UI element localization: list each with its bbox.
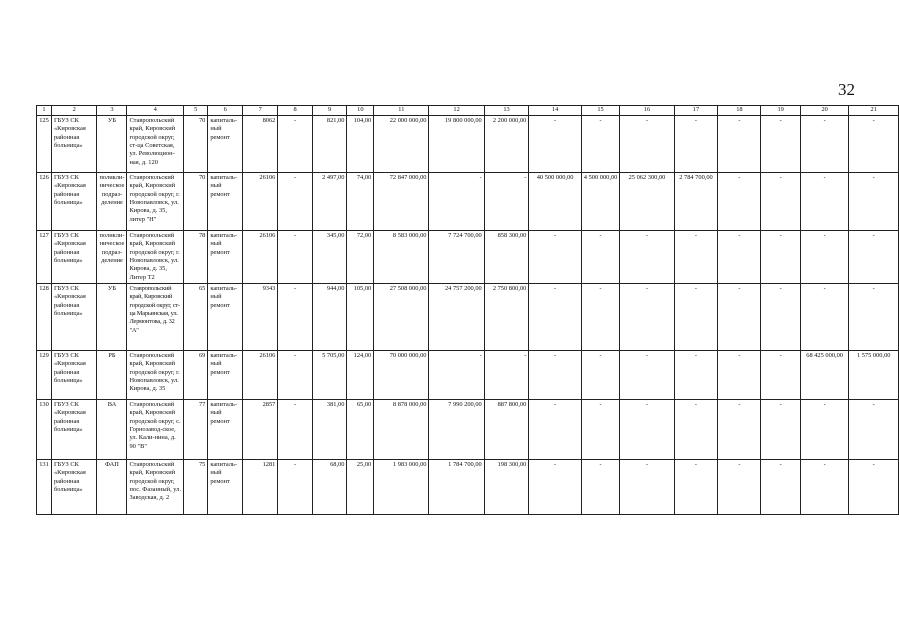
table-cell-col-7: 2857 (243, 400, 278, 460)
table-cell-col-7: 9343 (243, 284, 278, 351)
table-cell-col-20: - (800, 460, 849, 515)
table-cell-col-8: - (278, 173, 312, 231)
table-cell-col-6: капиталь-ный ремонт (208, 351, 243, 400)
table-cell-col-15: 4 500 000,00 (581, 173, 620, 231)
table-cell-col-20: 68 425 000,00 (800, 351, 849, 400)
table-cell-col-18: - (718, 173, 761, 231)
table-cell-col-9: 5 705,00 (312, 351, 347, 400)
table-cell-col-4: Ставропольский край, Кировский городской округ, ст-ца Марьинская, ул. Лермонтова, д. 32 "А" (127, 284, 184, 351)
table-cell-col-7: 1281 (243, 460, 278, 515)
table-row (37, 284, 899, 351)
table-cell-col-19: - (761, 116, 800, 173)
table-cell-col-2: ГБУЗ СК «Кировская районная больница» (51, 116, 97, 173)
table-cell-col-12: - (429, 173, 484, 231)
table-cell-col-14: - (529, 351, 581, 400)
table-cell-col-12: - (429, 351, 484, 400)
table-cell-col-10: 72,00 (347, 231, 374, 284)
table-cell-col-20: - (800, 400, 849, 460)
table-cell-col-9: 68,00 (312, 460, 347, 515)
table-cell-col-21: - (849, 116, 899, 173)
table-cell-col-3: поликли-ническое подраз-деление (97, 173, 127, 231)
table-cell-col-17: - (674, 116, 718, 173)
table-cell-col-11: 72 847 000,00 (374, 173, 429, 231)
table-cell-col-5: 65 (184, 284, 208, 351)
column-header: 14 (529, 106, 581, 116)
page-number: 32 (838, 80, 855, 99)
table-cell-col-13: 858 300,00 (484, 231, 529, 284)
table-cell-col-21: - (849, 231, 899, 284)
table-cell-col-2: ГБУЗ СК «Кировская районная больница» (51, 400, 97, 460)
table-cell-col-19: - (761, 351, 800, 400)
table-cell-col-7: 26106 (243, 173, 278, 231)
table-cell-col-2: ГБУЗ СК «Кировская районная больница» (51, 351, 97, 400)
table-cell-col-14: - (529, 400, 581, 460)
table-cell-col-5: 69 (184, 351, 208, 400)
table-cell-col-18: - (718, 116, 761, 173)
column-header: 3 (97, 106, 127, 116)
table-cell-col-4: Ставропольский край, Кировский городской округ, ст-ца Советская, ул. Революцион-ная, д. 120 (127, 116, 184, 173)
table-cell-col-4: Ставропольский край, Кировский городской округ, г. Новопавловск, ул. Кирова, д. 35, литер "Н" (127, 173, 184, 231)
table-cell-col-5: 78 (184, 231, 208, 284)
table-cell-col-9: 381,00 (312, 400, 347, 460)
table-cell-col-17: 2 784 700,00 (674, 173, 718, 231)
table-cell-col-5: 75 (184, 460, 208, 515)
table-cell-col-8: - (278, 231, 312, 284)
table-cell-col-6: капиталь-ный ремонт (208, 231, 243, 284)
table-cell-col-16: - (620, 400, 674, 460)
table-cell-col-15: - (581, 351, 620, 400)
table-cell-col-13: 887 800,00 (484, 400, 529, 460)
table-cell-col-2: ГБУЗ СК «Кировская районная больница» (51, 231, 97, 284)
column-header: 12 (429, 106, 484, 116)
column-header: 19 (761, 106, 800, 116)
column-header: 15 (581, 106, 620, 116)
table-cell-col-7: 26106 (243, 231, 278, 284)
table-cell-col-6: капиталь-ный ремонт (208, 400, 243, 460)
column-header: 8 (278, 106, 312, 116)
table-cell-col-21: - (849, 400, 899, 460)
table-cell-col-7: 8062 (243, 116, 278, 173)
table-cell-col-11: 1 983 000,00 (374, 460, 429, 515)
table-cell-col-18: - (718, 284, 761, 351)
table-row (37, 116, 899, 173)
table-cell-col-6: капиталь-ный ремонт (208, 173, 243, 231)
table-cell-col-21: - (849, 460, 899, 515)
table-cell-col-1: 131 (37, 460, 52, 515)
table-row (37, 351, 899, 400)
table-cell-col-6: капиталь-ный ремонт (208, 284, 243, 351)
table-cell-col-7: 26106 (243, 351, 278, 400)
table-cell-col-1: 130 (37, 400, 52, 460)
table-cell-col-3: УБ (97, 116, 127, 173)
table-cell-col-10: 124,00 (347, 351, 374, 400)
table-cell-col-21: - (849, 173, 899, 231)
table-cell-col-14: - (529, 116, 581, 173)
table-cell-col-8: - (278, 460, 312, 515)
table-cell-col-10: 74,00 (347, 173, 374, 231)
table-cell-col-1: 129 (37, 351, 52, 400)
table-cell-col-3: ФАП (97, 460, 127, 515)
table-cell-col-15: - (581, 116, 620, 173)
table-cell-col-11: 22 000 000,00 (374, 116, 429, 173)
column-header: 4 (127, 106, 184, 116)
table-cell-col-11: 8 878 000,00 (374, 400, 429, 460)
table-cell-col-1: 128 (37, 284, 52, 351)
column-header: 6 (208, 106, 243, 116)
table-cell-col-17: - (674, 351, 718, 400)
table-cell-col-15: - (581, 231, 620, 284)
table-cell-col-17: - (674, 284, 718, 351)
table-cell-col-20: - (800, 116, 849, 173)
column-header: 7 (243, 106, 278, 116)
table-cell-col-19: - (761, 284, 800, 351)
table-cell-col-10: 25,00 (347, 460, 374, 515)
table-cell-col-11: 8 583 000,00 (374, 231, 429, 284)
column-header: 18 (718, 106, 761, 116)
column-header: 21 (849, 106, 899, 116)
table-cell-col-19: - (761, 460, 800, 515)
table-cell-col-4: Ставропольский край, Кировский городской округ, с. Горнозавод-ское, ул. Кали-нина, д. 90 "В" (127, 400, 184, 460)
table-row (37, 173, 899, 231)
table-cell-col-19: - (761, 231, 800, 284)
table-cell-col-16: - (620, 351, 674, 400)
table-cell-col-2: ГБУЗ СК «Кировская районная больница» (51, 460, 97, 515)
table-cell-col-14: - (529, 460, 581, 515)
table-cell-col-5: 70 (184, 173, 208, 231)
table-cell-col-9: 944,00 (312, 284, 347, 351)
table-cell-col-4: Ставропольский край, Кировский городской округ, пос. Фазанный, ул. Заводская, д. 2 (127, 460, 184, 515)
table-cell-col-11: 27 508 000,00 (374, 284, 429, 351)
table-row (37, 231, 899, 284)
table-cell-col-10: 65,00 (347, 400, 374, 460)
table-cell-col-1: 126 (37, 173, 52, 231)
table-cell-col-13: - (484, 173, 529, 231)
table-cell-col-4: Ставропольский край, Кировский городской округ, г. Новопавловск, ул. Кирова, д. 35, Литер Т2 (127, 231, 184, 284)
table-cell-col-12: 24 757 200,00 (429, 284, 484, 351)
table-cell-col-14: - (529, 284, 581, 351)
table-cell-col-16: - (620, 284, 674, 351)
table-cell-col-2: ГБУЗ СК «Кировская районная больница» (51, 173, 97, 231)
table-cell-col-9: 821,00 (312, 116, 347, 173)
table-cell-col-1: 127 (37, 231, 52, 284)
table-cell-col-12: 19 800 000,00 (429, 116, 484, 173)
table-cell-col-19: - (761, 173, 800, 231)
column-header: 2 (51, 106, 97, 116)
table-cell-col-16: - (620, 460, 674, 515)
column-header: 5 (184, 106, 208, 116)
table-cell-col-3: ВА (97, 400, 127, 460)
table-cell-col-20: - (800, 173, 849, 231)
table-cell-col-13: 2 200 000,00 (484, 116, 529, 173)
table-cell-col-15: - (581, 400, 620, 460)
table-cell-col-9: 2 497,00 (312, 173, 347, 231)
table-cell-col-5: 70 (184, 116, 208, 173)
column-header: 13 (484, 106, 529, 116)
table-cell-col-13: - (484, 351, 529, 400)
column-header: 10 (347, 106, 374, 116)
data-table (36, 105, 899, 515)
column-header: 17 (674, 106, 718, 116)
table-cell-col-18: - (718, 400, 761, 460)
table-cell-col-12: 7 724 700,00 (429, 231, 484, 284)
table-cell-col-10: 104,00 (347, 116, 374, 173)
column-header: 9 (312, 106, 347, 116)
table-cell-col-13: 198 300,00 (484, 460, 529, 515)
table-cell-col-21: - (849, 284, 899, 351)
table-cell-col-15: - (581, 460, 620, 515)
table-cell-col-11: 70 000 000,00 (374, 351, 429, 400)
table-cell-col-19: - (761, 400, 800, 460)
table-cell-col-3: УБ (97, 284, 127, 351)
table-cell-col-16: - (620, 231, 674, 284)
table-cell-col-3: поликли-ническое подраз-деление (97, 231, 127, 284)
table-cell-col-2: ГБУЗ СК «Кировская районная больница» (51, 284, 97, 351)
table-cell-col-16: - (620, 116, 674, 173)
table-cell-col-10: 105,00 (347, 284, 374, 351)
table-cell-col-13: 2 750 800,00 (484, 284, 529, 351)
table-cell-col-8: - (278, 284, 312, 351)
table-cell-col-17: - (674, 400, 718, 460)
table-cell-col-18: - (718, 460, 761, 515)
table-cell-col-4: Ставропольский край, Кировский городской округ, г. Новопавловск, ул. Кирова, д. 35 (127, 351, 184, 400)
header-row (37, 106, 899, 116)
table-cell-col-21: 1 575 000,00 (849, 351, 899, 400)
table-cell-col-17: - (674, 460, 718, 515)
table-row (37, 460, 899, 515)
table-cell-col-17: - (674, 231, 718, 284)
table-cell-col-6: капиталь-ный ремонт (208, 116, 243, 173)
table-cell-col-1: 125 (37, 116, 52, 173)
table-cell-col-14: 40 500 000,00 (529, 173, 581, 231)
column-header: 20 (800, 106, 849, 116)
table-cell-col-8: - (278, 351, 312, 400)
column-header: 1 (37, 106, 52, 116)
table-cell-col-9: 345,00 (312, 231, 347, 284)
table-cell-col-16: 25 062 300,00 (620, 173, 674, 231)
column-header: 16 (620, 106, 674, 116)
table-cell-col-18: - (718, 351, 761, 400)
table-row (37, 400, 899, 460)
table-cell-col-18: - (718, 231, 761, 284)
table-cell-col-6: капиталь-ный ремонт (208, 460, 243, 515)
table-cell-col-8: - (278, 400, 312, 460)
table-cell-col-12: 1 784 700,00 (429, 460, 484, 515)
table-cell-col-8: - (278, 116, 312, 173)
table-cell-col-12: 7 990 200,00 (429, 400, 484, 460)
column-header: 11 (374, 106, 429, 116)
table-cell-col-14: - (529, 231, 581, 284)
table-cell-col-20: - (800, 231, 849, 284)
table-cell-col-20: - (800, 284, 849, 351)
table-cell-col-15: - (581, 284, 620, 351)
table-cell-col-5: 77 (184, 400, 208, 460)
table-cell-col-3: РБ (97, 351, 127, 400)
